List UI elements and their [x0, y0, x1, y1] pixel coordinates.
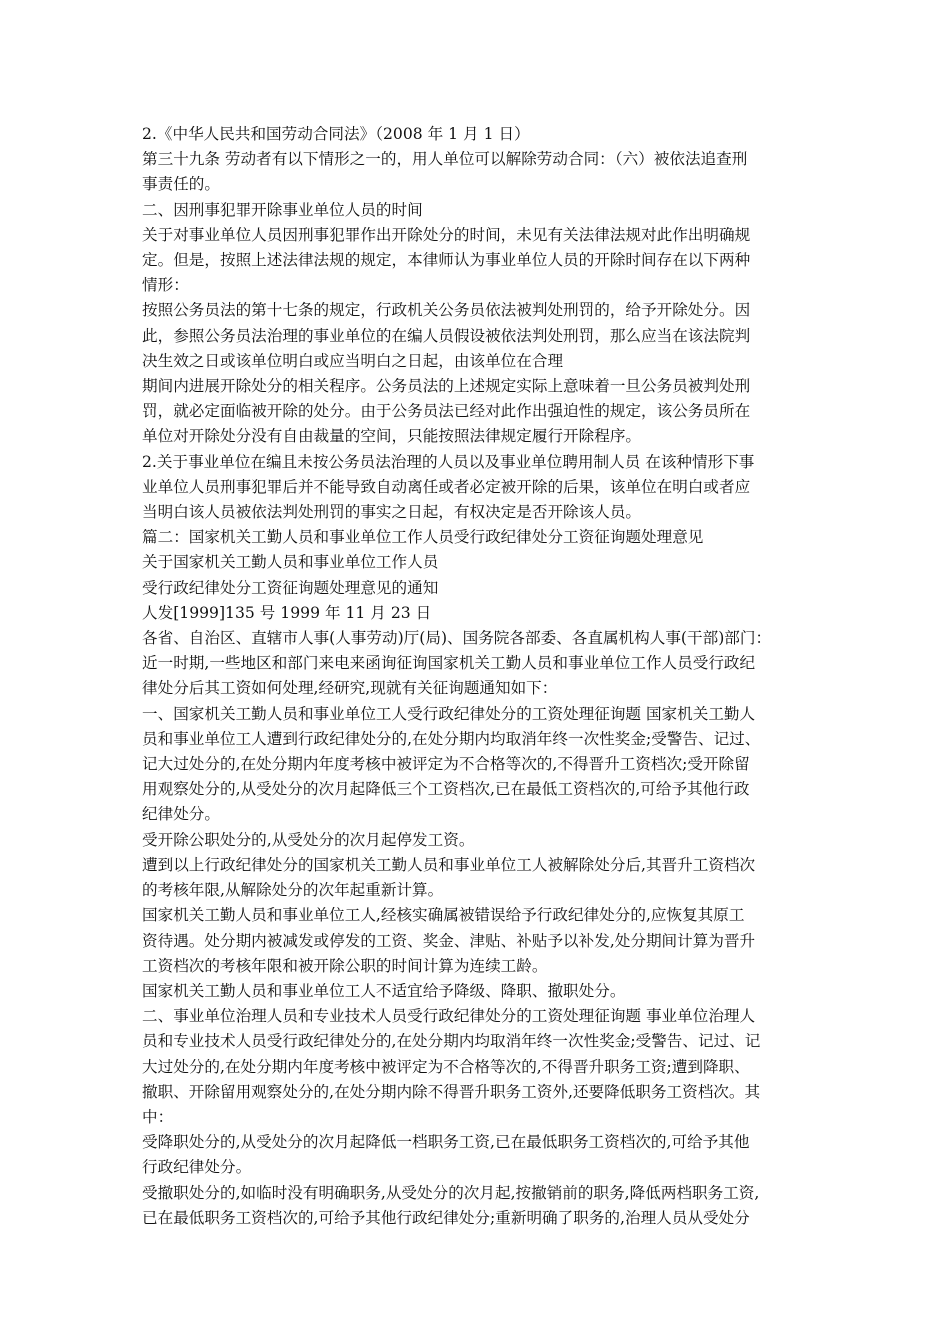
text-line: 大过处分的,在处分期内年度考核中被评定为不合格等次的,不得晋升职务工资;遭到降职、 [142, 1057, 750, 1076]
text-line: 期间内进展开除处分的相关程序。公务员法的上述规定实际上意味着一旦公务员被判处刑 [142, 377, 751, 396]
paragraph [142, 223, 812, 299]
paragraph [142, 147, 812, 197]
paragraph [142, 374, 812, 450]
text-line: 律处分后其工资如何处理,经研究,现就有关征询题通知如下： [142, 679, 558, 698]
text-line: 纪律处分。 [142, 805, 220, 824]
paragraph [142, 1130, 812, 1180]
text-line: 定。但是，按照上述法律法规的规定，本律师认为事业单位人员的开除时间存在以下两种 [142, 251, 751, 270]
text-line: 第三十九条 劳动者有以下情形之一的，用人单位可以解除劳动合同：（六）被依法追查刑 [142, 150, 748, 169]
text-line: 员和事业单位工人遭到行政纪律处分的,在处分期内均取消年终一次性奖金;受警告、记过、 [142, 729, 761, 748]
text-line: 业单位人员刑事犯罪后并不能导致自动离任或者必定被开除的后果，该单位在明白或者应 [142, 477, 751, 496]
text-line: 用观察处分的,从受处分的次月起降低三个工资档次,已在最低工资档次的,可给予其他行政 [142, 780, 750, 799]
paragraph [142, 550, 812, 575]
text-line: 记大过处分的,在处分期内年度考核中被评定为不合格等次的,不得晋升工资档次;受开除留 [142, 755, 750, 774]
paragraph [142, 979, 812, 1004]
paragraph [142, 122, 812, 147]
text-line: 近一时期,一些地区和部门来电来函询征询国家机关工勤人员和事业单位工作人员受行政纪 [142, 654, 756, 673]
paragraph [142, 853, 812, 903]
document-page [142, 122, 812, 1231]
text-line: 遭到以上行政纪律处分的国家机关工勤人员和事业单位工人被解除处分后,其晋升工资档次 [142, 855, 756, 874]
text-line: 中： [142, 1107, 174, 1126]
text-line: 人发[1999]135 号 1999 年 11 月 23 日 [142, 603, 432, 622]
text-line: 按照公务员法的第十七条的规定，行政机关公务员依法被判处刑罚的，给予开除处分。因 [142, 301, 751, 320]
paragraph [142, 576, 812, 601]
text-line: 罚，就必定面临被开除的处分。由于公务员法已经对此作出强迫性的规定，该公务员所在 [142, 402, 751, 421]
paragraph [142, 198, 812, 223]
text-line: 国家机关工勤人员和事业单位工人不适宜给予降级、降职、撤职处分。 [142, 981, 626, 1000]
paragraph [142, 525, 812, 550]
text-line: 关于国家机关工勤人员和事业单位工作人员 [142, 553, 439, 572]
text-line: 各省、自治区、直辖市人事(人事劳动)厅(局)、国务院各部委、各直属机构人事(干部)部门： [142, 629, 772, 648]
text-line: 2.《中华人民共和国劳动合同法》（2008 年 1 月 1 日） [142, 125, 530, 143]
text-line: 受开除公职处分的,从受处分的次月起停发工资。 [142, 830, 475, 849]
text-line: 受行政纪律处分工资征询题处理意见的通知 [142, 578, 439, 597]
text-line: 的考核年限,从解除处分的次年起重新计算。 [142, 881, 444, 900]
text-line: 篇二：国家机关工勤人员和事业单位工作人员受行政纪律处分工资征询题处理意见 [142, 528, 704, 547]
paragraph [142, 601, 812, 626]
paragraph [142, 903, 812, 979]
paragraph [142, 702, 812, 828]
text-line: 二、因刑事犯罪开除事业单位人员的时间 [142, 200, 423, 219]
paragraph [142, 1181, 812, 1231]
text-line: 2.关于事业单位在编且未按公务员法治理的人员以及事业单位聘用制人员 在该种情形下事 [142, 452, 755, 471]
paragraph [142, 1004, 812, 1130]
text-line: 二、事业单位治理人员和专业技术人员受行政纪律处分的工资处理征询题 事业单位治理人 [142, 1007, 756, 1026]
text-line: 国家机关工勤人员和事业单位工人,经核实确属被错误给予行政纪律处分的,应恢复其原工 [142, 906, 745, 925]
text-line: 员和专业技术人员受行政纪律处分的,在处分期内均取消年终一次性奖金;受警告、记过、记 [142, 1032, 761, 1051]
text-line: 此，参照公务员法治理的事业单位的在编人员假设被依法判处刑罚，那么应当在该法院判 [142, 326, 751, 345]
text-line: 行政纪律处分。 [142, 1158, 252, 1177]
text-line: 单位对开除处分没有自由裁量的空间，只能按照法律规定履行开除程序。 [142, 427, 642, 446]
text-line: 关于对事业单位人员因刑事犯罪作出开除处分的时间，未见有关法律法规对此作出明确规 [142, 225, 751, 244]
paragraph [142, 626, 812, 651]
text-line: 受降职处分的,从受处分的次月起降低一档职务工资,已在最低职务工资档次的,可给予其他 [142, 1133, 750, 1152]
paragraph [142, 828, 812, 853]
text-line: 撤职、开除留用观察处分的,在处分期内除不得晋升职务工资外,还要降低职务工资档次。其 [142, 1082, 761, 1101]
text-line: 决生效之日或该单位明白或应当明白之日起，由该单位在合理 [142, 351, 564, 370]
paragraph [142, 298, 812, 374]
paragraph [142, 450, 812, 526]
text-line: 当明白该人员被依法判处刑罚的事实之日起，有权决定是否开除该人员。 [142, 503, 642, 522]
paragraph [142, 651, 812, 701]
text-line: 工资档次的考核年限和被开除公职的时间计算为连续工龄。 [142, 956, 548, 975]
text-line: 受撤职处分的,如临时没有明确职务,从受处分的次月起,按撤销前的职务,降低两档职务工资, [142, 1183, 760, 1202]
text-line: 一、国家机关工勤人员和事业单位工人受行政纪律处分的工资处理征询题 国家机关工勤人 [142, 704, 756, 723]
text-line: 事责任的。 [142, 175, 220, 194]
text-line: 情形： [142, 276, 189, 295]
text-line: 资待遇。处分期内被减发或停发的工资、奖金、津贴、补贴予以补发,处分期间计算为晋升 [142, 931, 756, 950]
text-line: 已在最低职务工资档次的,可给予其他行政纪律处分;重新明确了职务的,治理人员从受处分 [142, 1208, 750, 1227]
